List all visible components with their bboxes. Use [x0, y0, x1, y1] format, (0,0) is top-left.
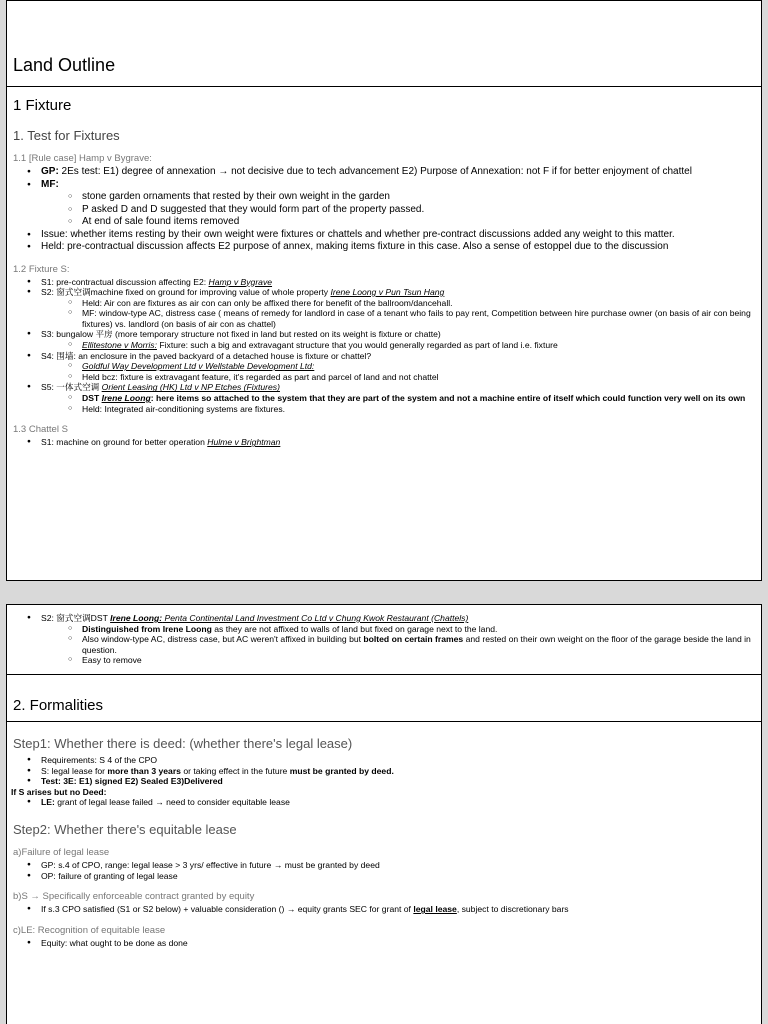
mf-sublist	[41, 191, 761, 229]
b-item	[7, 904, 761, 915]
mf-item: ○ P asked D and D suggested that they would form part of the property passed.	[41, 204, 761, 217]
heading-1-3: 1.3 Chattel S	[13, 424, 68, 436]
heading-1-1: 1.1 [Rule case] Hamp v Bygrave:	[13, 153, 152, 164]
list-1-1	[7, 166, 761, 254]
list-1-2	[7, 277, 761, 415]
list-b	[7, 904, 761, 915]
list-a	[7, 860, 761, 881]
heading-b: b)S → Specifically enforceable contract granted by equity	[13, 891, 255, 903]
s-bold: must be granted by deed.	[289, 765, 394, 776]
list-item-mf	[7, 179, 761, 229]
window-ac-text: Also window-type AC, distress case, but AC weren't affixed in building but	[82, 634, 364, 645]
le-list	[7, 797, 761, 808]
s2-text: S2: 窗式空调machine fixed on ground for improving value of whole property	[41, 287, 331, 298]
s5-dst	[41, 393, 761, 404]
case-link: Orient Leasing (HK) Ltd v NP Etches (Fixtures)	[101, 382, 280, 393]
s3-case-text: Fixture: such a big and extravagant structure that you would generally regarded as part of land i.e. fixture	[156, 340, 558, 351]
case-link: Hamp v Bygrave	[208, 276, 273, 287]
list-item-chattel-s2	[7, 613, 761, 666]
if-s-arises-label: If S arises but no Deed:	[11, 786, 107, 797]
heading-a: a)Failure of legal lease	[13, 846, 110, 858]
s3-case-item	[41, 340, 761, 351]
s5-held: ○ Held: Integrated air-conditioning systems are fixtures.	[41, 404, 761, 415]
list-item-issue: ● Issue: whether items resting by their own weight were fixtures or chattels and whether pre-contract discussions added any weight to this matter.	[7, 229, 761, 242]
list-item-s3	[7, 329, 761, 350]
requirements-item: ● Requirements: S 4 of the CPO	[7, 755, 761, 766]
list-chattel-s2	[7, 613, 761, 666]
chattel-s2-text: S2: 窗式空调DST	[41, 613, 111, 623]
mf-item: ○ stone garden ornaments that rested by their own weight in the garden	[41, 191, 761, 204]
s4-sublist	[41, 361, 761, 382]
step1-list	[7, 755, 761, 787]
mf-item: ○ At end of sale found items removed	[41, 216, 761, 229]
distinguished-item	[41, 624, 761, 635]
b-text: If s.3 CPO satisfied (S1 or S2 below) + valuable consideration () → equity grants SEC for grant of	[41, 904, 414, 915]
mf-label: MF:	[41, 178, 59, 190]
case-link: Penta Continental Land Investment Co Ltd v Chung Kwok Restaurant (Chattels)	[162, 613, 469, 623]
case-link: Hulme v Brightman	[207, 437, 281, 448]
section-heading-fixture: 1 Fixture	[13, 97, 72, 114]
dst-text: : here items so attached to the system that they are part of the system and not a machine entire of itself which could function very well on its own	[150, 393, 746, 404]
b-bold: legal lease	[413, 904, 457, 915]
s-bold: more than 3 years	[107, 765, 181, 776]
window-ac-post: and rested on their own weight on the floor of the garage beside the land in question.	[82, 634, 751, 655]
easy-remove-item: ○ Easy to remove	[41, 655, 761, 666]
dst-label: DST	[82, 393, 102, 404]
list-item-s5	[7, 382, 761, 414]
s4-held: ○ Held bcz: fixture is extravagant feature, it's regarded as part and parcel of land and not chattel	[41, 372, 761, 383]
s4-case-item	[41, 361, 761, 372]
a-gp-item: ● GP: s.4 of CPO, range: legal lease > 3 yrs/ effective in future → must be granted by deed	[7, 860, 761, 871]
le-item	[7, 797, 761, 808]
heading-1-2: 1.2 Fixture S:	[13, 263, 70, 275]
s-item	[7, 766, 761, 777]
document-page-2	[6, 604, 762, 1024]
case-link: Irene Loong v Pun Tsun Hang	[330, 287, 445, 298]
distinguished-text: as they are not affixed to walls of land but fixed on garage next to the land.	[211, 623, 498, 634]
list-item-chattel-s1	[7, 437, 761, 448]
a-op-item: ● OP: failure of granting of legal lease	[7, 871, 761, 882]
case-link: Irene Loong	[101, 393, 151, 404]
case-link: Irene Loong:	[110, 613, 163, 623]
window-ac-bold: bolted on certain frames	[363, 634, 464, 645]
s2-held: ○ Held: Air con are fixtures as air con can only be affixed there for benefit of the ballroom/dancehall.	[41, 298, 761, 309]
step1-heading: Step1: Whether there is deed: (whether there's legal lease)	[13, 735, 353, 751]
section-heading-formalities: 2. Formalities	[7, 675, 761, 722]
s3-text: S3: bungalow 平房 (more temporary structure not fixed in land but rested on its weight is fixture or chatte)	[41, 329, 441, 340]
le-label: LE:	[41, 797, 55, 808]
s3-sublist	[41, 340, 761, 351]
s1-text: S1: pre-contractual discussion affecting E2:	[41, 276, 209, 287]
s2-sublist	[41, 298, 761, 330]
test-item: ● Test: 3E: E1) signed E2) Sealed E3)Delivered	[7, 776, 761, 787]
le-text: grant of legal lease failed → need to consider equitable lease	[54, 797, 290, 808]
list-item-s2	[7, 287, 761, 329]
step2-heading: Step2: Whether there's equitable lease	[13, 821, 237, 837]
list-item-gp	[7, 166, 761, 179]
list-item-held: ● Held: pre-contractual discussion affects E2 purpose of annex, making items fixture in this case. Also a sense of estoppel due to the discussion	[7, 241, 761, 254]
heading-c: c)LE: Recognition of equitable lease	[13, 924, 166, 936]
c-item: ● Equity: what ought to be done as done	[7, 938, 761, 949]
subsection-heading-test: 1. Test for Fixtures	[13, 128, 120, 143]
case-link: Ellitestone v Morris:	[82, 340, 157, 351]
case-link: Goldful Way Development Ltd v Wellstable Development Ltd:	[82, 361, 315, 372]
s-text: S: legal lease for	[41, 765, 108, 776]
s5-text: S5: 一体式空调	[41, 382, 102, 393]
list-item-s4	[7, 351, 761, 383]
distinguished-label: Distinguished from Irene Loong	[82, 623, 212, 634]
chattel-s2-sublist	[41, 624, 761, 666]
s5-sublist	[41, 393, 761, 414]
list-1-3	[7, 437, 761, 448]
list-item-s1	[7, 277, 761, 288]
gp-label: GP:	[41, 166, 59, 177]
s4-text: S4: 围墙: an enclosure in the paved backyard of a detached house is fixture or chattel?	[41, 350, 372, 361]
list-c	[7, 938, 761, 949]
s2-mf: ○ MF: window-type AC, distress case ( means of remedy for landlord in case of a tenant who fails to pay rent, Competition between hire purchase owner (on basis of air con being fixtures) vs. landlord (on basis of air con as chattel)	[41, 308, 761, 329]
gp-text: 2Es test: E1) degree of annexation → not decisive due to tech advancement E2) Purpose of Annexation: not F if for better enjoyment of chattel	[58, 166, 692, 177]
b-post: , subject to discretionary bars	[456, 904, 569, 915]
window-ac-item	[41, 634, 761, 655]
page-title: Land Outline	[7, 1, 761, 87]
document-page-1	[6, 0, 762, 581]
s-mid: or taking effect in the future	[180, 765, 290, 776]
chattel-s1-text: S1: machine on ground for better operation	[41, 437, 208, 448]
